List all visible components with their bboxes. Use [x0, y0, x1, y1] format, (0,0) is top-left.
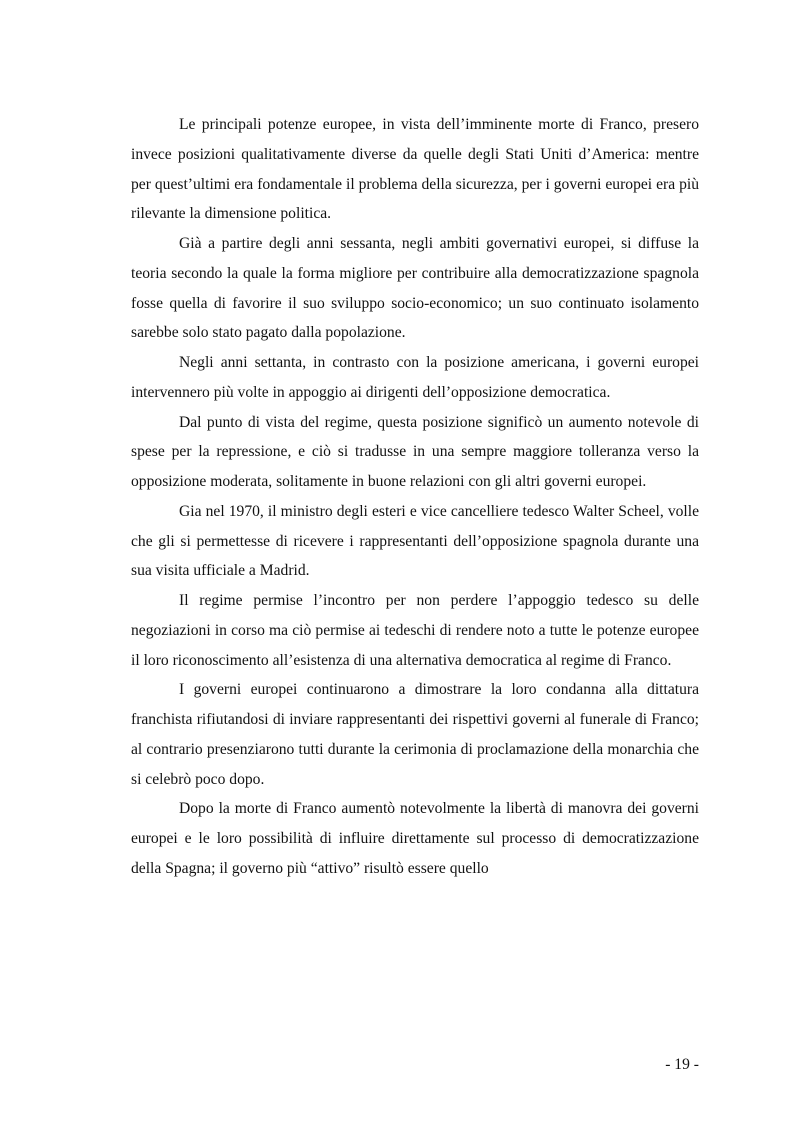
paragraph: Il regime permise l’incontro per non perdere l’appoggio tedesco su delle negoziazioni in corso ma ciò permise ai tedeschi di rendere noto a tutte le potenze europee il loro riconoscimento all’esistenza di una alternativa democratica al regime di Franco.: [131, 592, 699, 669]
paragraph: Dal punto di vista del regime, questa posizione significò un aumento notevole di spese per la repressione, e ciò si tradusse in una sempre maggiore tolleranza verso la opposizione moderata, solitamente in buone relazioni con gli altri governi europei.: [131, 413, 699, 490]
page-number: - 19 -: [665, 1056, 699, 1073]
paragraph: Già a partire degli anni sessanta, negli ambiti governativi europei, si diffuse la teoria secondo la quale la forma migliore per contribuire alla democratizzazione spagnola fosse quella di favorire il suo sviluppo socio-economico; un suo continuato isolamento sarebbe solo stato pagato dalla popolazione.: [131, 235, 699, 342]
paragraph: Le principali potenze europee, in vista dell’imminente morte di Franco, presero invece posizioni qualitativamente diverse da quelle degli Stati Uniti d’America: mentre per quest’ultimi era fondamentale il problema della sicurezza, per i governi europei era più rilevante la dimensione politica.: [131, 116, 699, 223]
paragraph: I governi europei continuarono a dimostrare la loro condanna alla dittatura franchista rifiutandosi di inviare rappresentanti dei rispettivi governi al funerale di Franco; al contrario presenziarono tutti durante la cerimonia di proclamazione della monarchia che si celebrò poco dopo.: [131, 681, 699, 788]
document-body: [131, 110, 699, 884]
paragraph: Negli anni settanta, in contrasto con la posizione americana, i governi europei intervennero più volte in appoggio ai dirigenti dell’opposizione democratica.: [131, 354, 699, 401]
paragraph: Dopo la morte di Franco aumentò notevolmente la libertà di manovra dei governi europei e le loro possibilità di influire direttamente sul processo di democratizzazione della Spagna; il governo più “attivo” risultò essere quello: [131, 800, 699, 877]
paragraph: Gia nel 1970, il ministro degli esteri e vice cancelliere tedesco Walter Scheel, volle che gli si permettesse di ricevere i rappresentanti dell’opposizione spagnola durante una sua visita ufficiale a Madrid.: [131, 502, 699, 580]
